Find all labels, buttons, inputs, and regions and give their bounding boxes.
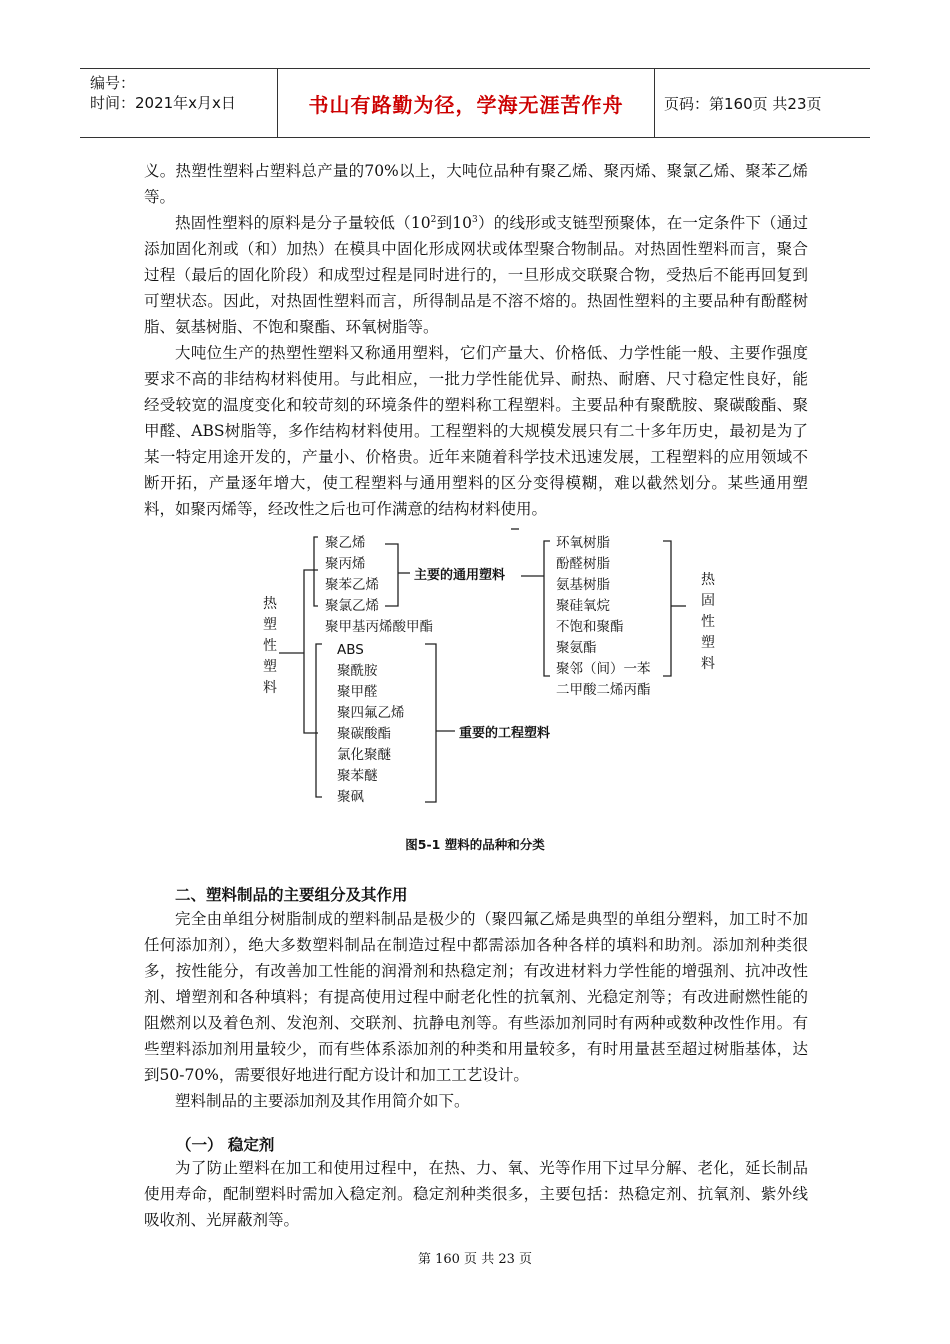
thermoset-label: 热 固 性 塑 料 <box>701 572 715 672</box>
body-text-top <box>144 158 808 522</box>
thermoset-item: 环氧树脂 <box>556 535 610 551</box>
paragraph: 塑料制品的主要添加剂及其作用简介如下。 <box>175 1092 470 1110</box>
general-item: 聚丙烯 <box>325 556 366 572</box>
paragraph: 义。热塑性塑料占塑料总产量的70%以上，大吨位品种有聚乙烯、聚丙烯、聚氯乙烯、聚苯乙烯等。 <box>144 162 808 206</box>
general-item: 聚苯乙烯 <box>325 577 379 593</box>
thermoset-item: 不饱和聚酯 <box>556 619 624 635</box>
general-plastics-label: 主要的通用塑料 <box>414 568 506 583</box>
paragraph: 为了防止塑料在加工和使用过程中，在热、力、氧、光等作用下过早分解、老化，延长制品使用寿命，配制塑料时需加入稳定剂。稳定剂种类很多，主要包括：热稳定剂、抗氧剂、紫外线吸收剂、光屏蔽剂等。 <box>144 1159 808 1229</box>
thermoset-item: 聚硅氧烷 <box>556 598 610 614</box>
header-info-cell <box>80 69 278 137</box>
paragraph: 完全由单组分树脂制成的塑料制品是极少的（聚四氟乙烯是典型的单组分塑料，加工时不加任何添加剂），绝大多数塑料制品在制造过程中都需添加各种各样的填料和助剂。添加剂种类很多，按性能分，有改善加工性能的润滑剂和热稳定剂；有改进材料力学性能的增强剂、抗冲改性剂、增塑剂和各种填料；有提高使用过程中耐老化性的抗氧剂、光稳定剂等；有改进耐燃性能的阻燃剂以及着色剂、发泡剂、交联剂、抗静电剂等。有些添加剂同时有两种或数种改性作用。有些塑料添加剂用量较少，而有些体系添加剂的种类和用量较多，有时用量甚至超过树脂基体，达到50-70%，需要很好地进行配方设计和加工工艺设计。 <box>144 910 808 1084</box>
engineering-item: 聚苯醚 <box>337 768 378 784</box>
engineering-item: 聚甲醛 <box>337 684 378 700</box>
general-item: 聚乙烯 <box>325 535 366 551</box>
paragraph: 热固性塑料的原料是分子量较低（$10^2$到$10^3$）的线形或支链型预聚体，在一定条件下（通过添加固化剂或（和）加热）在模具中固化形成网状或体型聚合物制品。对热固性塑料而言，聚合过程（最后的固化阶段）和成型过程是同时进行的，一旦形成交联聚合物，受热后不能再回复到可塑状态。因此，对热固性塑料而言，所得制品是不溶不熔的。热固性塑料的主要品种有酚醛树脂、氨基树脂、不饱和聚酯、环氧树脂等。 <box>144 214 808 336</box>
body-text-bottom <box>144 906 808 1114</box>
paragraph: 大吨位生产的热塑性塑料又称通用塑料，它们产量大、价格低、力学性能一般、主要作强度要求不高的非结构材料使用。与此相应，一批力学性能优异、耐热、耐磨、尺寸稳定性良好，能经受较宽的温度变化和较苛刻的环境条件的塑料称工程塑料。主要品种有聚酰胺、聚碳酸酯、聚甲醛、ABS树脂等，多作结构材料使用。工程塑料的大规模发展只有二十多年历史，最初是为了某一特定用途开发的，产量小、价格贵。近年来随着科学技术迅速发展，工程塑料的应用领域不断开拓，产量逐年增大，使工程塑料与通用塑料的区分变得模糊，难以截然划分。某些通用塑料，如聚丙烯等，经改性之后也可作满意的结构材料使用。 <box>144 344 808 518</box>
thermoset-item: 聚邻（间）一苯 <box>556 661 651 677</box>
header-number-label: 编号： <box>90 74 136 92</box>
thermoset-item: 氨基树脂 <box>556 577 610 593</box>
section-heading: 二、塑料制品的主要组分及其作用 <box>175 886 408 904</box>
thermoset-item: 聚氨酯 <box>556 640 597 656</box>
page-header <box>80 68 870 138</box>
engineering-item: ABS <box>337 642 364 658</box>
body-text-end <box>144 1155 808 1233</box>
engineering-item: 聚砜 <box>337 789 364 805</box>
figure-caption: 图5-1 塑料的品种和分类 <box>405 837 545 852</box>
thermoset-item: 酚醛树脂 <box>556 556 610 572</box>
thermoplastic-label: 热 塑 性 塑 料 <box>263 596 277 696</box>
engineering-item: 氯化聚醚 <box>337 747 391 763</box>
general-item: 聚氯乙烯 <box>325 598 379 614</box>
engineering-item: 聚碳酸酯 <box>337 726 391 742</box>
middle-item: 聚甲基丙烯酸甲酯 <box>325 619 433 635</box>
engineering-item: 聚四氟乙烯 <box>337 705 405 721</box>
engineering-item: 聚酰胺 <box>337 663 378 679</box>
header-time-label: 时间：2021年x月x日 <box>90 94 236 112</box>
engineering-plastics-label: 重要的工程塑料 <box>459 726 551 741</box>
header-page-info: 页码：第160页 共23页 <box>664 94 822 113</box>
page-footer: 第 160 页 共 23 页 <box>417 1252 533 1267</box>
subsection-heading: （一） 稳定剂 <box>176 1136 275 1154</box>
header-motto: 书山有路勤为径，学海无涯苦作舟 <box>278 69 655 137</box>
thermoset-item: 二甲酸二烯丙酯 <box>556 682 651 698</box>
